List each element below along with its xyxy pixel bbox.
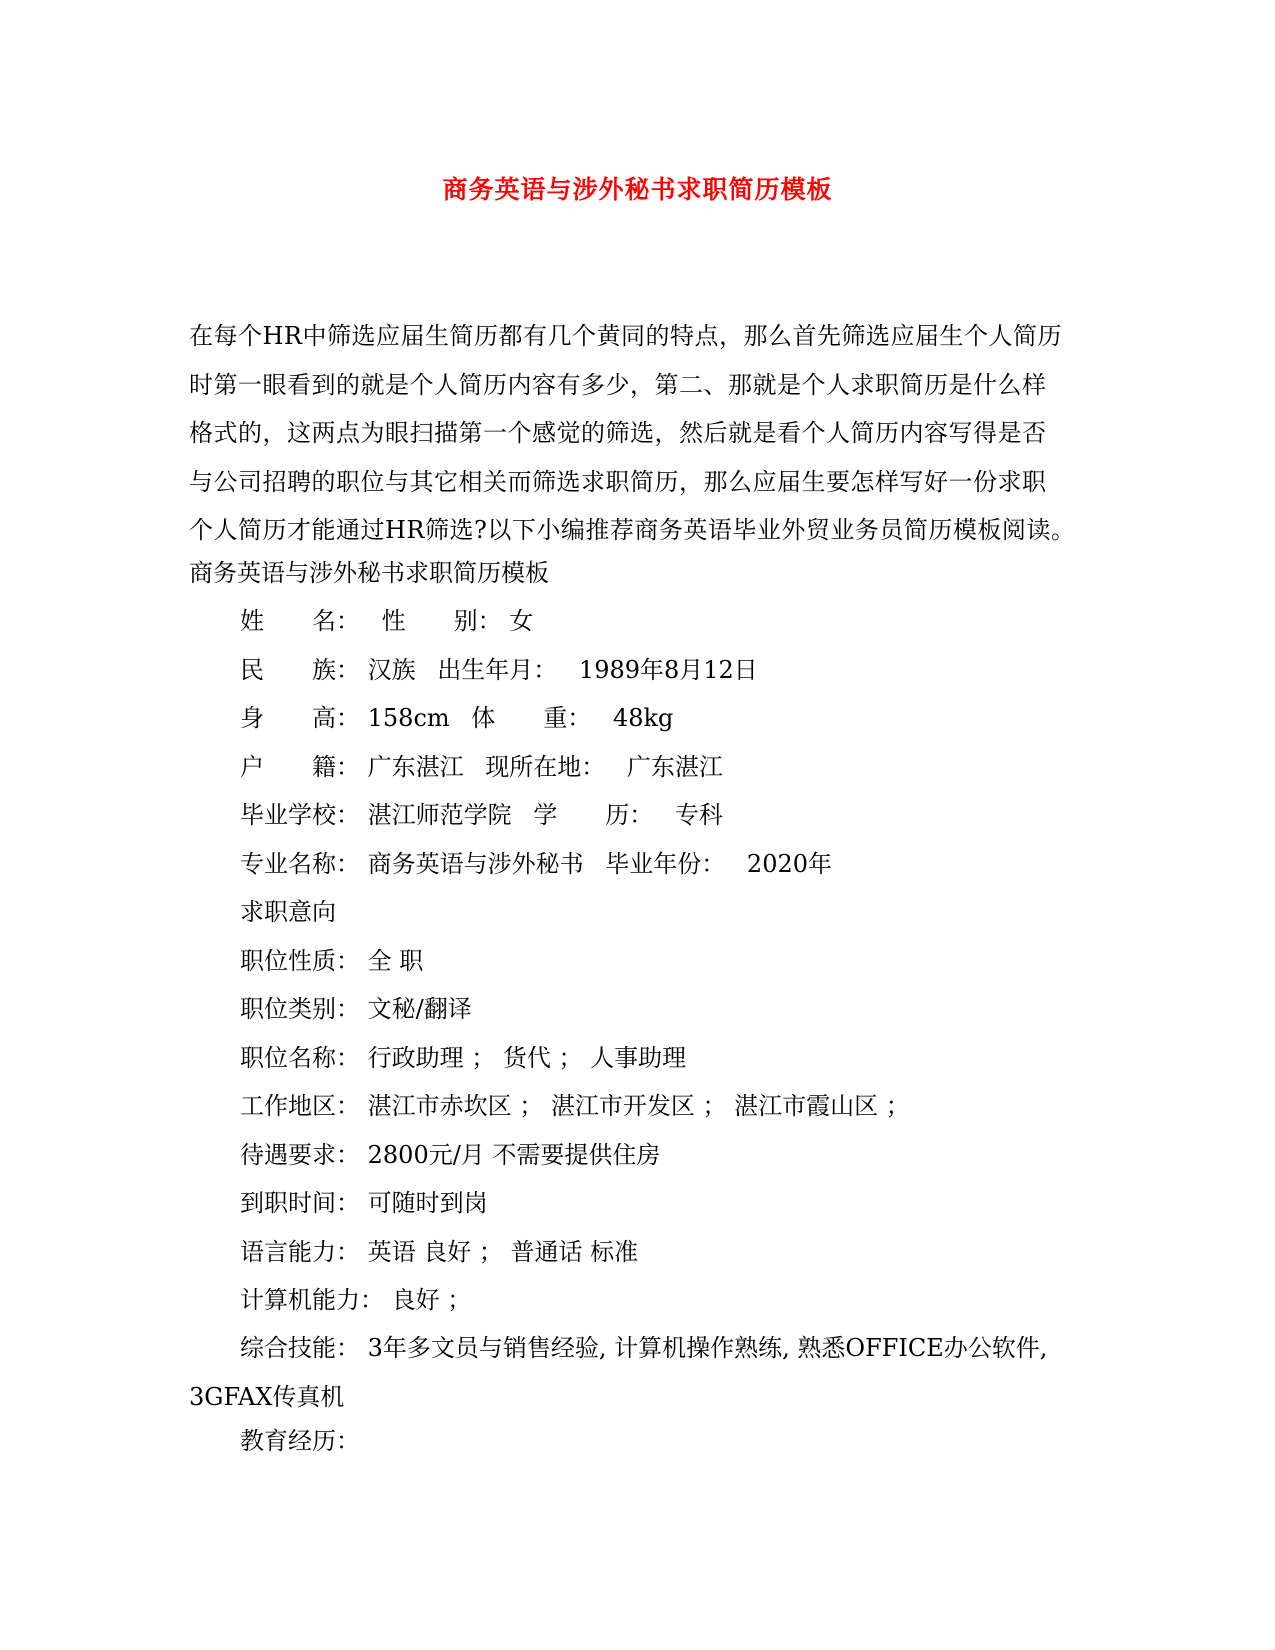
education-label: 教育经历： (240, 1427, 360, 1455)
weight-label: 体 重： (471, 704, 592, 732)
intent-heading: 求职意向 (240, 898, 336, 926)
location-value: 广东湛江 (626, 752, 723, 781)
skills-block (189, 1324, 1089, 1421)
job-type-row (240, 992, 1090, 1041)
salary-row (240, 1138, 1090, 1187)
weight-value: 48kg (612, 704, 674, 732)
work-area-row (240, 1089, 1090, 1138)
skills-value-line1: 3年多文员与销售经验, 计算机操作熟练, 熟悉OFFICE办公软件, (367, 1334, 1048, 1362)
skills-value-line2: 3GFAX传真机 (189, 1382, 345, 1411)
name-label: 姓 名： (240, 607, 360, 635)
language-value: 英语 良好 ； 普通话 标准 (367, 1237, 639, 1266)
height-label: 身 高： (240, 704, 360, 732)
height-weight-row (240, 701, 1090, 750)
work-area-value: 湛江市赤坎区 ； 湛江市开发区 ； 湛江市霞山区 ； (367, 1092, 910, 1120)
job-type-label: 职位类别： (240, 995, 360, 1023)
school-value: 湛江师范学院 (367, 801, 512, 829)
ethnicity-birth-row (240, 653, 1090, 702)
language-label: 语言能力： (240, 1237, 360, 1266)
start-row (240, 1186, 1090, 1235)
resume-subtitle: 商务英语与涉外秘书求职简历模板 (189, 559, 549, 587)
hukou-location-row (240, 750, 1090, 799)
computer-value: 良好 ； (391, 1286, 472, 1314)
ethnicity-value: 汉族 (367, 655, 416, 684)
job-nature-value: 全 职 (367, 946, 424, 975)
computer-label: 计算机能力： (240, 1286, 384, 1314)
resume-fields (240, 604, 1090, 1332)
school-degree-row (240, 798, 1090, 847)
height-value: 158cm (367, 704, 450, 732)
intro-line: 在每个HR中筛选应届生简历都有几个黄同的特点，那么首先筛选应届生个人简历 (189, 322, 1062, 350)
hukou-value: 广东湛江 (367, 752, 464, 781)
start-value: 可随时到岗 (367, 1189, 488, 1217)
salary-value: 2800元/月 不需要提供住房 (367, 1140, 661, 1169)
degree-label: 学 历： (533, 801, 654, 829)
job-nature-label: 职位性质： (240, 946, 360, 975)
major-label: 专业名称： (240, 849, 360, 878)
gender-value: 女 (509, 607, 534, 635)
hukou-label: 户 籍： (240, 752, 360, 781)
degree-value: 专科 (674, 801, 723, 829)
job-nature-row (240, 944, 1090, 993)
major-gradyear-row (240, 847, 1090, 896)
job-title-label: 职位名称： (240, 1043, 360, 1072)
job-title-row (240, 1041, 1090, 1090)
language-row (240, 1235, 1090, 1284)
birth-label: 出生年月： (437, 655, 558, 684)
salary-label: 待遇要求： (240, 1140, 360, 1169)
intro-line: 时第一眼看到的就是个人简历内容有多少，第二、那就是个人求职简历是什么样 (189, 370, 1047, 399)
location-label: 现所在地： (485, 752, 606, 781)
intro-line: 与公司招聘的职位与其它相关而筛选求职简历，那么应届生要怎样写好一份求职 (189, 467, 1047, 496)
name-gender-row (240, 604, 1090, 653)
start-label: 到职时间： (240, 1189, 360, 1217)
intro-line: 格式的，这两点为眼扫描第一个感觉的筛选，然后就是看个人简历内容写得是否 (189, 419, 1047, 447)
grad-year-value: 2020年 (746, 849, 832, 878)
major-value: 商务英语与涉外秘书 (367, 849, 584, 878)
document-title: 商务英语与涉外秘书求职简历模板 (442, 175, 833, 204)
gender-label: 性 别： (381, 607, 502, 635)
job-type-value: 文秘/翻译 (367, 995, 472, 1023)
work-area-label: 工作地区： (240, 1092, 360, 1120)
birth-value: 1989年8月12日 (578, 655, 758, 684)
job-title-value: 行政助理 ； 货代 ； 人事助理 (367, 1043, 687, 1072)
grad-year-label: 毕业年份： (605, 849, 726, 878)
intro-paragraph (189, 312, 1079, 555)
intro-line: 个人简历才能通过HR筛选?以下小编推荐商务英语毕业外贸业务员简历模板阅读。 (189, 516, 1076, 544)
skills-line-1 (189, 1324, 1089, 1373)
school-label: 毕业学校： (240, 801, 360, 829)
skills-label: 综合技能： (240, 1334, 360, 1362)
ethnicity-label: 民 族： (240, 655, 360, 684)
intent-heading-row (240, 895, 1090, 944)
